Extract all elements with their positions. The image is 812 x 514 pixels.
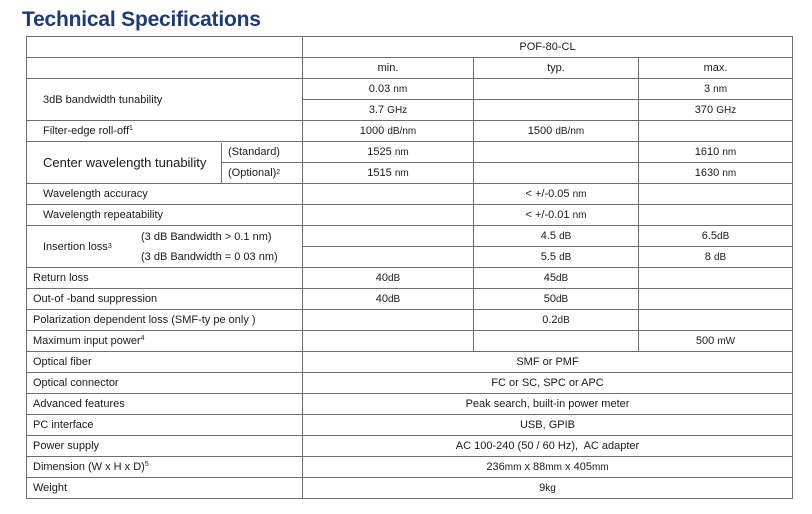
power-supply-value: AC 100-240 (50 / 60 Hz), AC adapter	[303, 436, 793, 457]
bandwidth-label: 3dB bandwidth tunability	[27, 79, 303, 121]
insertion-loss-b-label: (3 dB Bandwidth = 0 03 nm)	[141, 250, 278, 263]
dimension-label: Dimension (W x H x D)$^5$	[27, 457, 303, 478]
oob-min: 40dB	[303, 289, 474, 310]
rolloff-label: Filter-edge roll-off$^1$	[27, 121, 303, 142]
accuracy-row	[27, 184, 793, 205]
oob-typ: 50dB	[474, 289, 639, 310]
connector-value: FC or SC, SPC or APC	[303, 373, 793, 394]
pc-interface-label: PC interface	[27, 415, 303, 436]
power-supply-row	[27, 436, 793, 457]
insertion-loss-a-max: 6.5dB	[639, 226, 793, 247]
return-loss-min: 40dB	[303, 268, 474, 289]
dimension-row	[27, 457, 793, 478]
power-supply-label: Power supply	[27, 436, 303, 457]
bandwidth-min-nm: 0.03 nm	[303, 79, 474, 100]
features-row	[27, 394, 793, 415]
repeatability-typ: < +/-0.01 nm	[474, 205, 639, 226]
rolloff-min: 1000 dB/nm	[303, 121, 474, 142]
insertion-loss-b-typ: 5.5 dB	[474, 247, 639, 268]
bandwidth-row-nm	[27, 79, 793, 100]
cwl-row-standard	[27, 142, 793, 163]
rolloff-row	[27, 121, 793, 142]
pc-interface-value: USB, GPIB	[303, 415, 793, 436]
connector-label: Optical connector	[27, 373, 303, 394]
repeatability-row	[27, 205, 793, 226]
return-loss-label: Return loss	[27, 268, 303, 289]
cwl-optional-max: 1630 nm	[639, 163, 793, 184]
weight-value: 9kg	[303, 478, 793, 499]
cwl-standard-max: 1610 nm	[639, 142, 793, 163]
column-header-row	[27, 58, 793, 79]
repeatability-label: Wavelength repeatability	[27, 205, 303, 226]
cwl-label: Center wavelength tunability	[43, 155, 207, 170]
spec-table	[26, 36, 793, 499]
accuracy-label: Wavelength accuracy	[27, 184, 303, 205]
pc-interface-row	[27, 415, 793, 436]
weight-label: Weight	[27, 478, 303, 499]
col-typ: typ.	[474, 58, 639, 79]
pdl-typ: 0.2dB	[474, 310, 639, 331]
insertion-loss-row-a	[27, 226, 793, 247]
insertion-loss-a-typ: 4.5 dB	[474, 226, 639, 247]
weight-row	[27, 478, 793, 499]
model-header-row	[27, 37, 793, 58]
max-power-row	[27, 331, 793, 352]
insertion-loss-b-max: 8 dB	[639, 247, 793, 268]
pdl-label: Polarization dependent loss (SMF-ty pe only )	[27, 310, 303, 331]
rolloff-typ: 1500 dB/nm	[474, 121, 639, 142]
fiber-value: SMF or PMF	[303, 352, 793, 373]
cwl-standard-min: 1525 nm	[303, 142, 474, 163]
oob-row	[27, 289, 793, 310]
connector-row	[27, 373, 793, 394]
col-min: min.	[303, 58, 474, 79]
cwl-optional-label: (Optional) 2	[228, 166, 281, 179]
max-power-max: 500 mW	[639, 331, 793, 352]
pdl-row	[27, 310, 793, 331]
features-label: Advanced features	[27, 394, 303, 415]
page-title: Technical Specifications	[22, 8, 261, 31]
cwl-standard-label: (Standard)	[222, 143, 302, 164]
fiber-row	[27, 352, 793, 373]
cwl-optional-min: 1515 nm	[303, 163, 474, 184]
cwl-label-cell	[27, 142, 303, 184]
oob-label: Out-of -band suppression	[27, 289, 303, 310]
features-value: Peak search, built-in power meter	[303, 394, 793, 415]
model-name: POF-80-CL	[303, 37, 793, 58]
insertion-loss-label-cell	[27, 226, 303, 268]
bandwidth-min-ghz: 3.7 GHz	[303, 100, 474, 121]
bandwidth-max-nm: 3 nm	[639, 79, 793, 100]
return-loss-typ: 45dB	[474, 268, 639, 289]
insertion-loss-a-label: (3 dB Bandwidth > 0.1 nm)	[141, 230, 272, 243]
return-loss-row	[27, 268, 793, 289]
dimension-value: 236mm x 88mm x 405mm	[303, 457, 793, 478]
fiber-label: Optical fiber	[27, 352, 303, 373]
col-max: max.	[639, 58, 793, 79]
accuracy-typ: < +/-0.05 nm	[474, 184, 639, 205]
max-power-label: Maximum input power$^4$	[27, 331, 303, 352]
insertion-loss-label: Insertion loss 3	[43, 240, 112, 253]
bandwidth-max-ghz: 370 GHz	[639, 100, 793, 121]
